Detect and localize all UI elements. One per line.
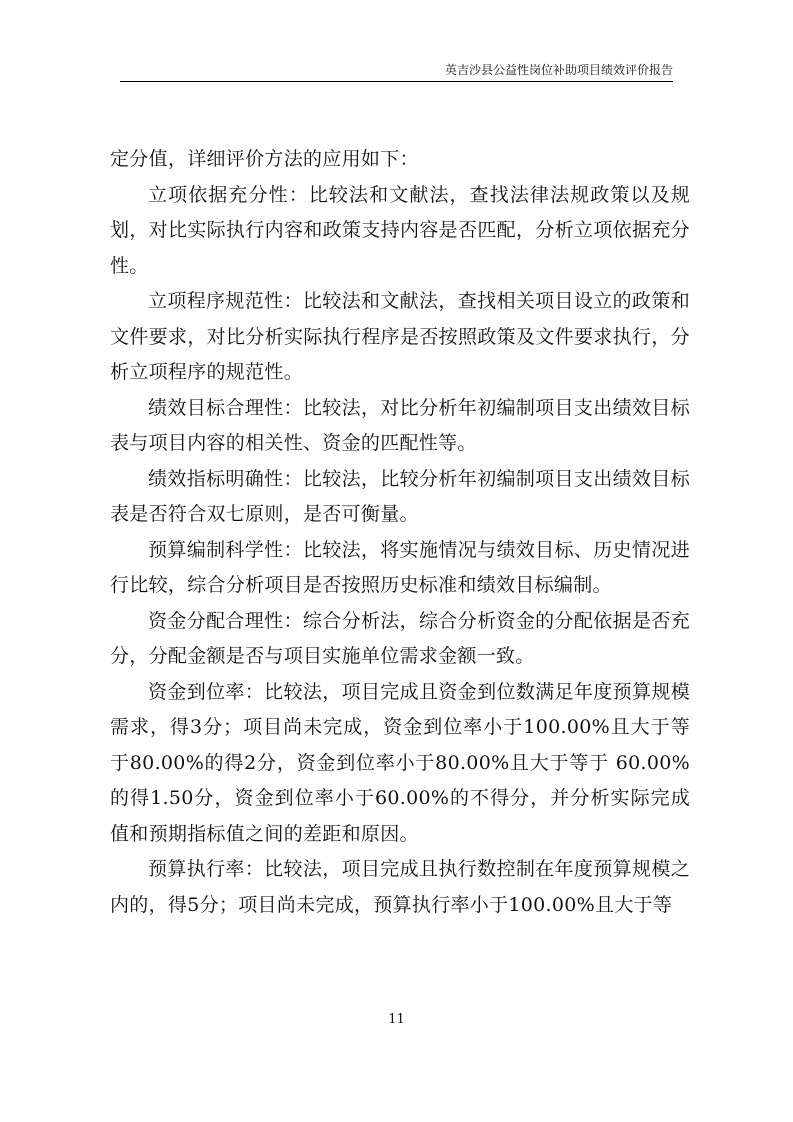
paragraph-7: 资金分配合理性：综合分析法，综合分析资金的分配依据是否充分，分配金额是否与项目实施单位需求金额一致。: [110, 609, 690, 667]
paragraph-3: 立项程序规范性：比较法和文献法，查找相关项目设立的政策和文件要求，对比分析实际执行程序是否按照政策及文件要求执行，分析立项程序的规范性。: [110, 290, 690, 383]
paragraph-4: 绩效目标合理性：比较法，对比分析年初编制项目支出绩效目标表与项目内容的相关性、资金的匹配性等。: [110, 396, 690, 454]
page-header: [120, 61, 673, 82]
paragraph-1: 定分值，详细评价方法的应用如下：: [110, 148, 419, 170]
document-body: [110, 142, 690, 923]
paragraph-2: 立项依据充分性：比较法和文献法，查找法律法规政策以及规划，对比实际执行内容和政策支持内容是否匹配，分析立项依据充分性。: [110, 183, 690, 277]
paragraph-9: 预算执行率：比较法，项目完成且执行数控制在年度预算规模之内的，得5分；项目尚未完成，预算执行率小于100.00%且大于等: [110, 858, 690, 916]
paragraph-6: 预算编制科学性：比较法，将实施情况与绩效目标、历史情况进行比较，综合分析项目是否按照历史标准和绩效目标编制。: [110, 538, 690, 596]
paragraph-8: 资金到位率：比较法，项目完成且资金到位数满足年度预算规模需求，得3分；项目尚未完成，资金到位率小于100.00%且大于等于80.00%的得2分，资金到位率小于80.00%且大于等于 60.00%的得1.50分，资金到位率小于60.00%的不得分，并分析实际完成值和预期指标值之间的差距和原因。: [110, 680, 690, 845]
paragraph-5: 绩效指标明确性：比较法，比较分析年初编制项目支出绩效目标表是否符合双七原则，是否可衡量。: [110, 467, 690, 525]
page-number: 11: [388, 1012, 405, 1027]
document-title: 英吉沙县公益性岗位补助项目绩效评价报告: [444, 63, 673, 77]
